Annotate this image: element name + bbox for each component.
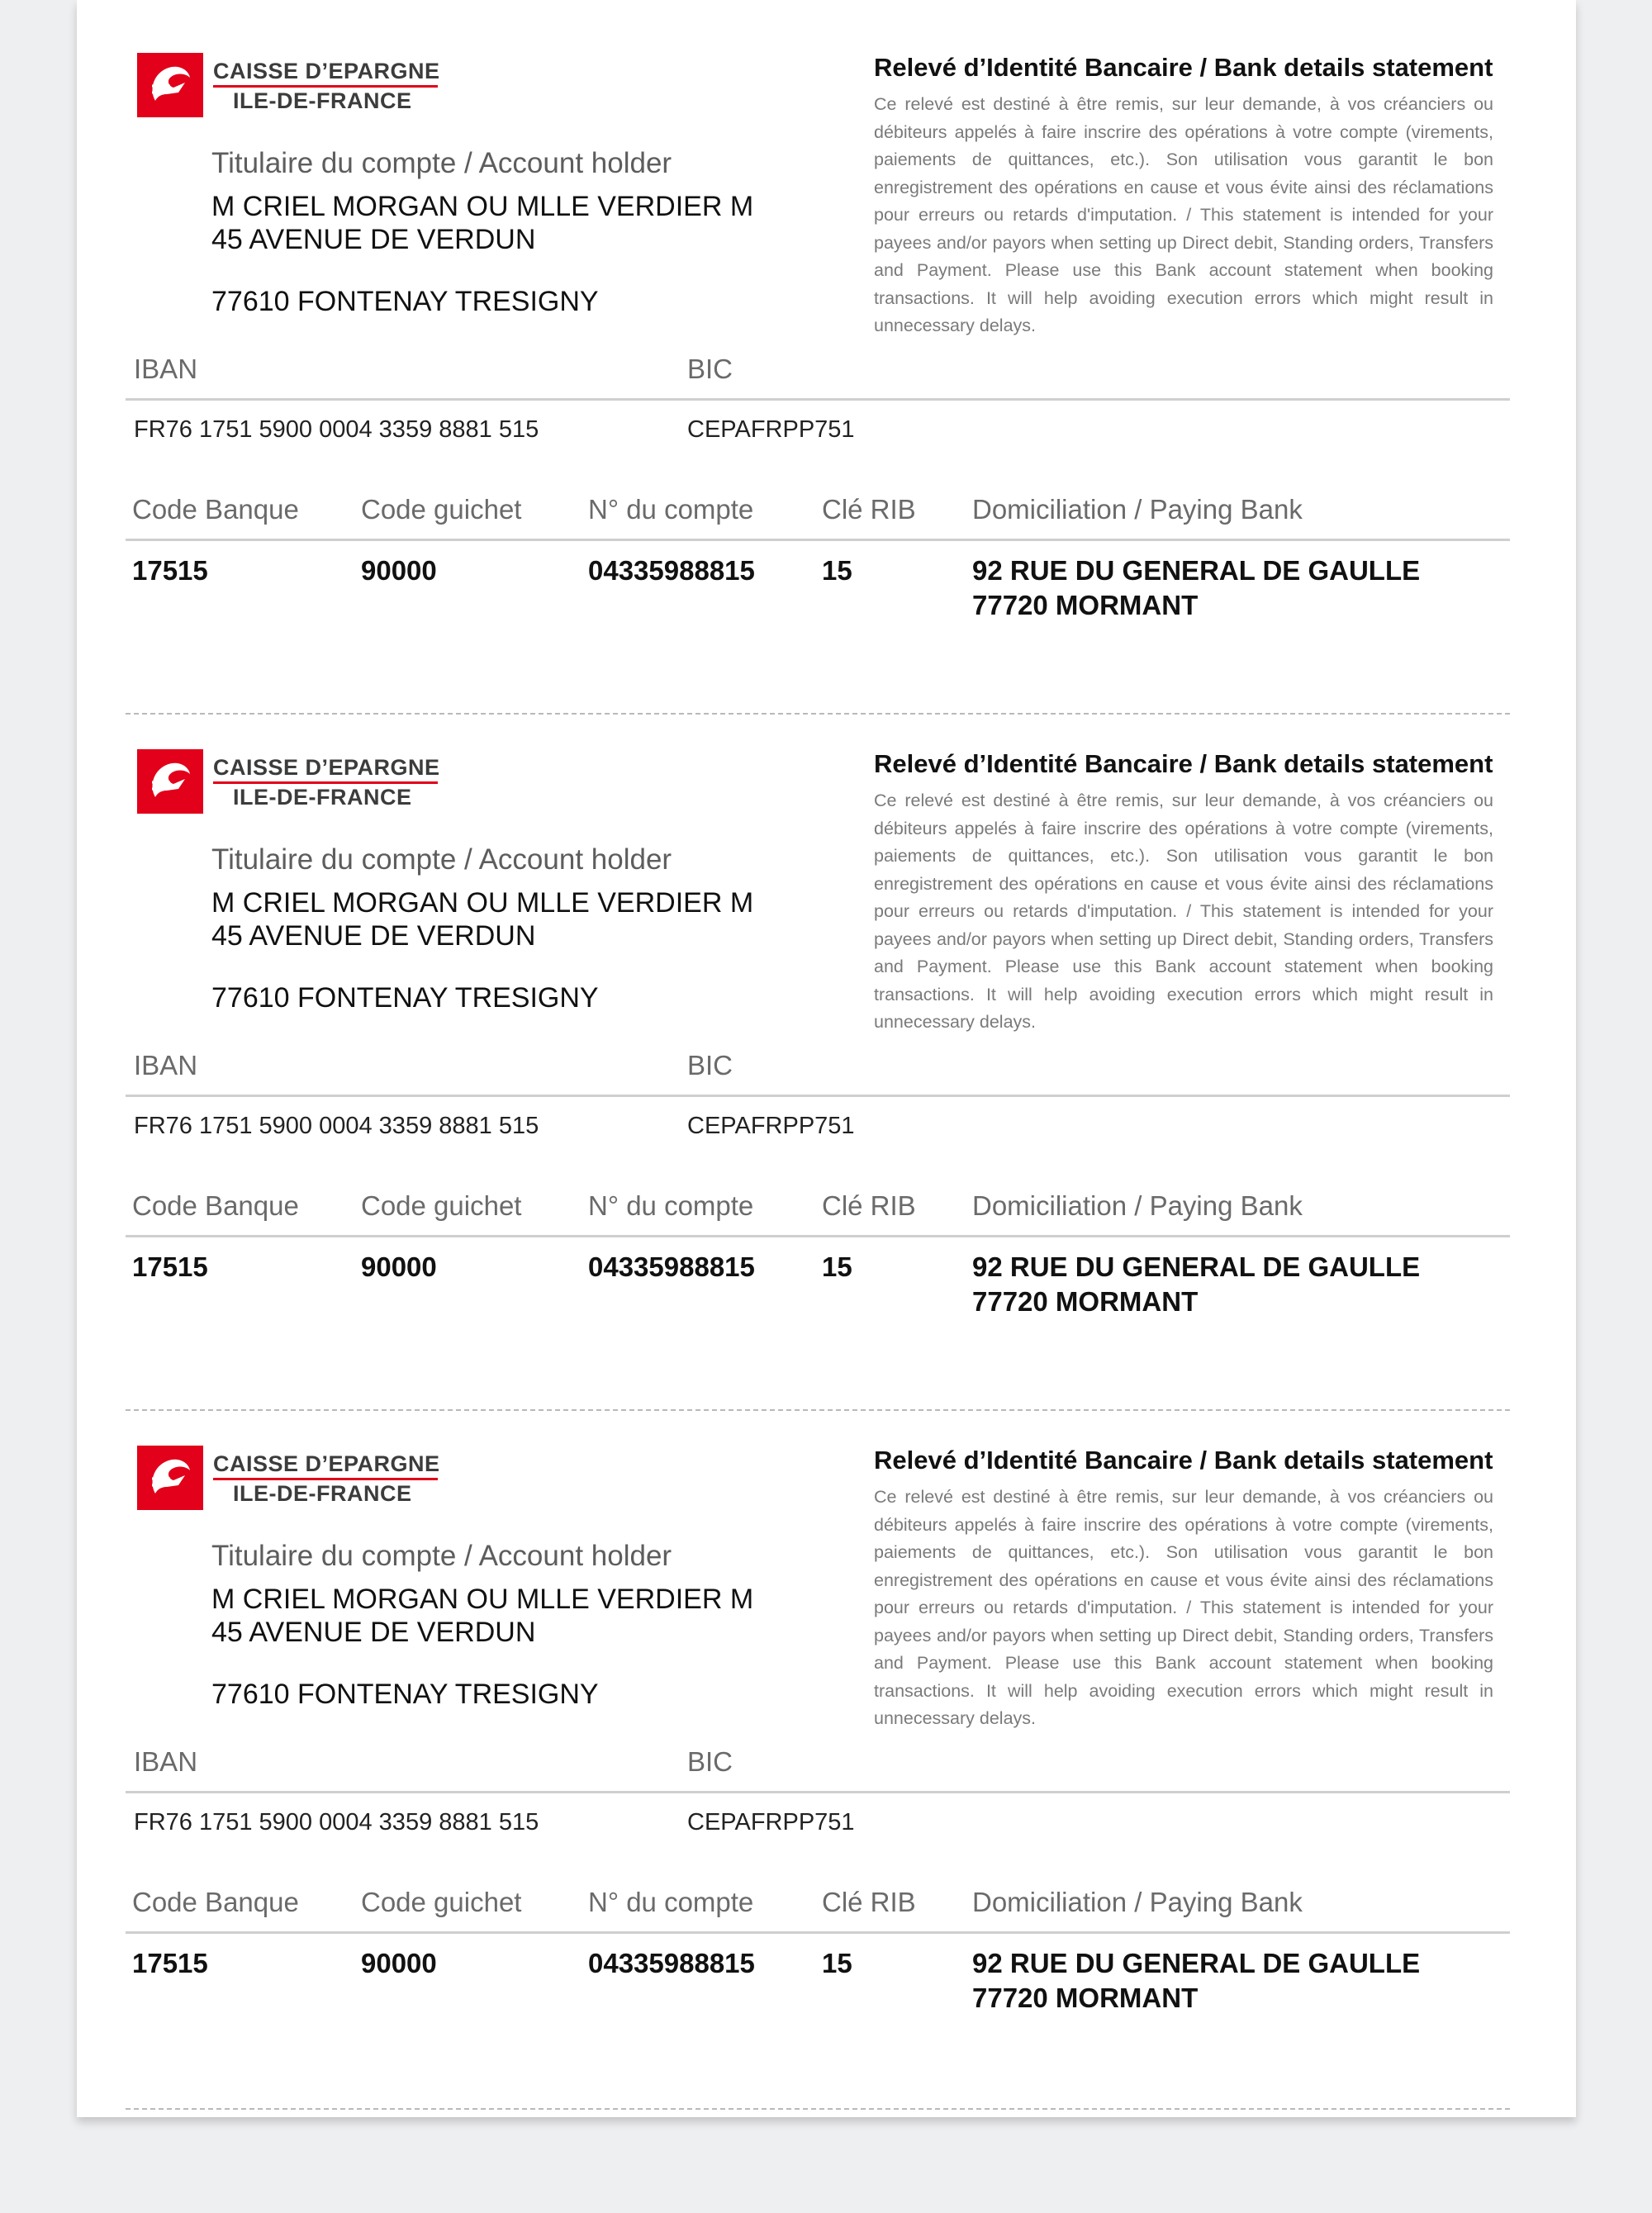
code-guichet-label: Code guichet [361,1887,522,1917]
domiciliation-value [972,1250,1420,1319]
holder-city-line: 77610 FONTENAY TRESIGNY [211,1679,599,1710]
holder-name-line: M CRIEL MORGAN OU MLLE VERDIER M [211,1584,754,1615]
holder-name-line: M CRIEL MORGAN OU MLLE VERDIER M [211,887,754,919]
numero-compte-value: 04335988815 [588,1251,755,1282]
account-holder-name [211,1583,753,1649]
code-banque-value: 17515 [132,555,208,586]
rib-block-2 [77,696,1576,1393]
holder-name-line: M CRIEL MORGAN OU MLLE VERDIER M [211,191,754,222]
domiciliation-label: Domiciliation / Paying Bank [972,1190,1303,1221]
cut-line [126,2108,1510,2110]
bic-value: CEPAFRPP751 [687,1809,855,1835]
statement-title: Relevé d’Identité Bancaire / Bank details statement [874,53,1493,82]
domiciliation-label: Domiciliation / Paying Bank [972,494,1303,525]
divider-line [126,398,1510,401]
code-guichet-label: Code guichet [361,494,522,525]
domiciliation-label: Domiciliation / Paying Bank [972,1887,1303,1917]
bank-name-line1: CAISSE D’EPARGNE [213,755,440,780]
iban-value: FR76 1751 5900 0004 3359 8881 515 [134,416,539,443]
numero-compte-label: N° du compte [588,1887,754,1917]
divider-line [126,539,1510,541]
code-guichet-value: 90000 [361,555,437,586]
cle-rib-label: Clé RIB [822,1190,916,1221]
domiciliation-line1: 92 RUE DU GENERAL DE GAULLE [972,1948,1421,1978]
divider-line [126,1095,1510,1097]
account-holder-label: Titulaire du compte / Account holder [211,1540,672,1572]
bank-name-line1: CAISSE D’EPARGNE [213,59,440,83]
code-guichet-value: 90000 [361,1251,437,1282]
account-holder-label: Titulaire du compte / Account holder [211,147,672,179]
cle-rib-label: Clé RIB [822,1887,916,1917]
divider-line [126,1931,1510,1934]
code-banque-value: 17515 [132,1251,208,1282]
domiciliation-line2: 77720 MORMANT [972,1286,1199,1317]
code-banque-label: Code Banque [132,494,299,525]
bic-label: BIC [687,1050,733,1080]
rib-block-1 [77,0,1576,696]
divider-line [126,1791,1510,1793]
document-page [77,0,1576,2117]
account-holder-label: Titulaire du compte / Account holder [211,843,672,876]
statement-text: Ce relevé est destiné à être remis, sur leur demande, à vos créanciers ou débiteurs appelés à faire inscrire des opérations à votre compte (virements, paiements de quittances, etc.). Son utilisation vous garantit le bon enregistrement des opérations en cause et vous évite ainsi des réclamations pour erreurs ou retards d'imputation. / This statement is intended for your payees and/or payors when setting up Direct debit, Standing orders, Transfers and Payment. Please use this Bank account statement when booking transactions. It will help avoiding execution errors which might result in unnecessary delays. [874,1487,1493,1728]
bank-name-line2: ILE-DE-FRANCE [213,1478,438,1507]
domiciliation-line1: 92 RUE DU GENERAL DE GAULLE [972,1251,1421,1282]
cle-rib-value: 15 [822,1948,852,1978]
cle-rib-label: Clé RIB [822,494,916,525]
account-holder-name [211,190,753,256]
domiciliation-value [972,553,1420,623]
statement-text: Ce relevé est destiné à être remis, sur leur demande, à vos créanciers ou débiteurs appelés à faire inscrire des opérations à votre compte (virements, paiements de quittances, etc.). Son utilisation vous garantit le bon enregistrement des opérations en cause et vous évite ainsi des réclamations pour erreurs ou retards d'imputation. / This statement is intended for your payees and/or payors when setting up Direct debit, Standing orders, Transfers and Payment. Please use this Bank account statement when booking transactions. It will help avoiding execution errors which might result in unnecessary delays. [874,791,1493,1032]
holder-street-line: 45 AVENUE DE VERDUN [211,920,536,952]
iban-label: IBAN [134,354,198,384]
bank-name-line1: CAISSE D’EPARGNE [213,1451,440,1476]
domiciliation-value [972,1946,1420,2016]
bic-value: CEPAFRPP751 [687,416,855,443]
numero-compte-label: N° du compte [588,1190,754,1221]
code-guichet-value: 90000 [361,1948,437,1978]
numero-compte-value: 04335988815 [588,1948,755,1978]
cle-rib-value: 15 [822,555,852,586]
caisse-epargne-logo-icon [137,1446,203,1510]
statement-text: Ce relevé est destiné à être remis, sur leur demande, à vos créanciers ou débiteurs appelés à faire inscrire des opérations à votre compte (virements, paiements de quittances, etc.). Son utilisation vous garantit le bon enregistrement des opérations en cause et vous évite ainsi des réclamations pour erreurs ou retards d'imputation. / This statement is intended for your payees and/or payors when setting up Direct debit, Standing orders, Transfers and Payment. Please use this Bank account statement when booking transactions. It will help avoiding execution errors which might result in unnecessary delays. [874,94,1493,335]
bank-name [213,58,440,114]
holder-street-line: 45 AVENUE DE VERDUN [211,224,536,255]
holder-city-line: 77610 FONTENAY TRESIGNY [211,286,599,317]
domiciliation-line2: 77720 MORMANT [972,590,1199,620]
domiciliation-line2: 77720 MORMANT [972,1983,1199,2013]
code-banque-label: Code Banque [132,1887,299,1917]
rib-block-3 [77,1393,1576,2089]
bic-label: BIC [687,354,733,384]
bank-name [213,1451,440,1507]
code-banque-label: Code Banque [132,1190,299,1221]
holder-street-line: 45 AVENUE DE VERDUN [211,1617,536,1648]
bic-label: BIC [687,1746,733,1777]
iban-label: IBAN [134,1746,198,1777]
numero-compte-value: 04335988815 [588,555,755,586]
holder-city-line: 77610 FONTENAY TRESIGNY [211,982,599,1014]
domiciliation-line1: 92 RUE DU GENERAL DE GAULLE [972,555,1421,586]
bank-name [213,754,440,810]
statement-title: Relevé d’Identité Bancaire / Bank details statement [874,749,1493,778]
iban-value: FR76 1751 5900 0004 3359 8881 515 [134,1809,539,1835]
divider-line [126,1235,1510,1237]
account-holder-name [211,886,753,952]
iban-value: FR76 1751 5900 0004 3359 8881 515 [134,1113,539,1139]
caisse-epargne-logo-icon [137,53,203,117]
bank-name-line2: ILE-DE-FRANCE [213,85,438,114]
bic-value: CEPAFRPP751 [687,1113,855,1139]
statement-title: Relevé d’Identité Bancaire / Bank details statement [874,1446,1493,1475]
code-guichet-label: Code guichet [361,1190,522,1221]
cle-rib-value: 15 [822,1251,852,1282]
caisse-epargne-logo-icon [137,749,203,814]
bank-name-line2: ILE-DE-FRANCE [213,781,438,810]
code-banque-value: 17515 [132,1948,208,1978]
numero-compte-label: N° du compte [588,494,754,525]
iban-label: IBAN [134,1050,198,1080]
